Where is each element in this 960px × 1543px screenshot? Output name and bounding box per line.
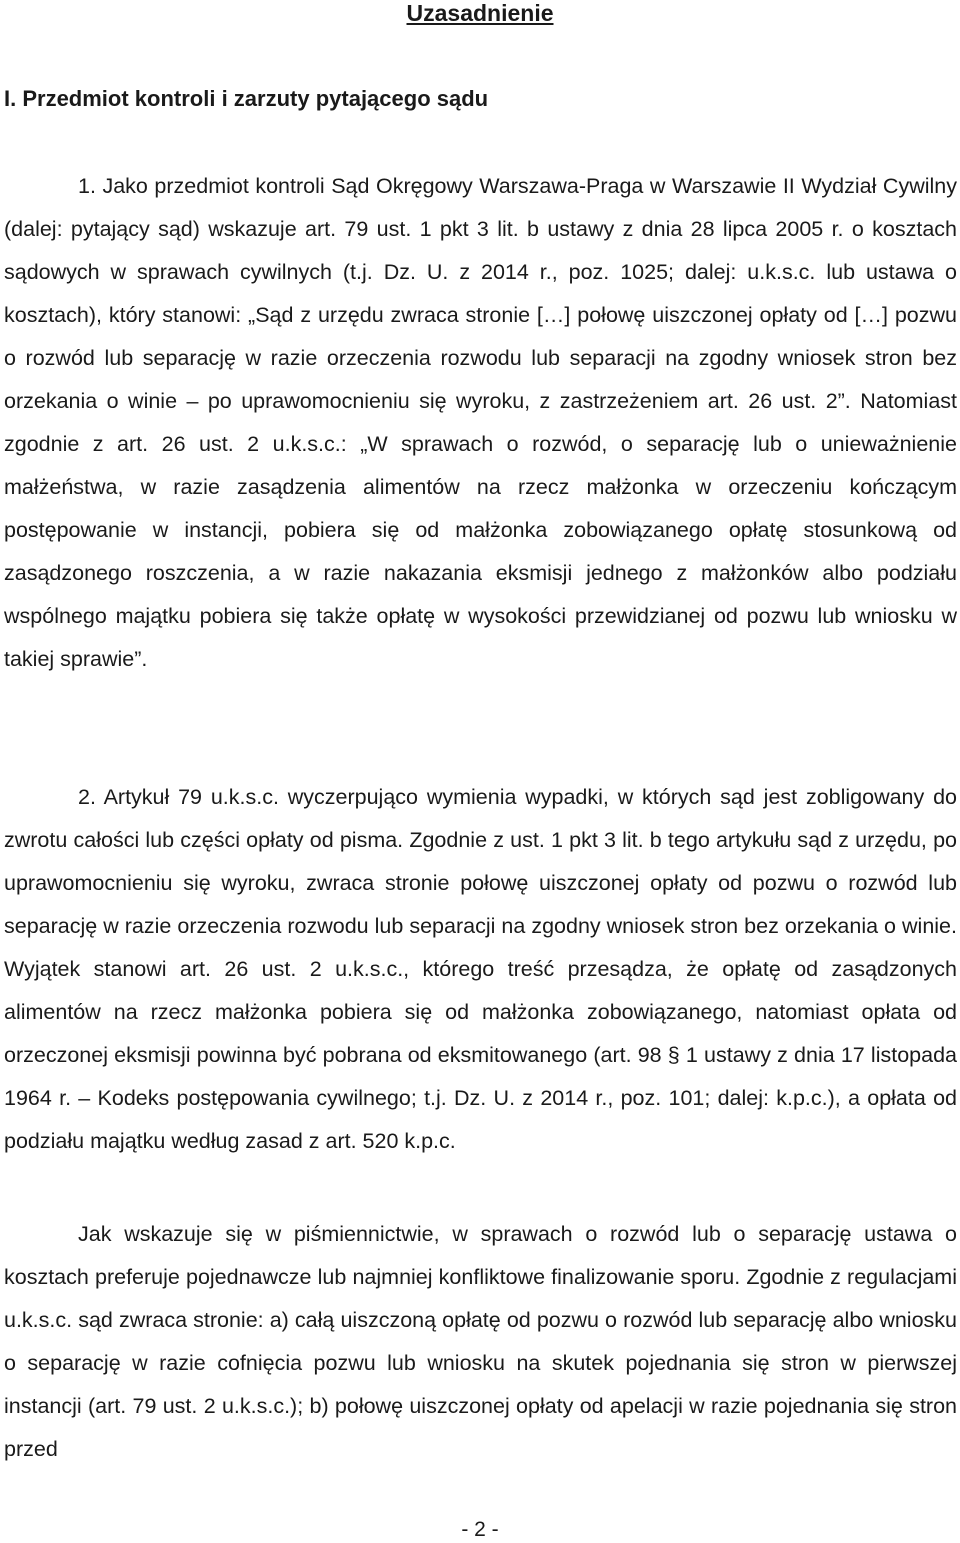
section-heading: I. Przedmiot kontroli i zarzuty pytającego sądu	[4, 86, 489, 111]
page-number: - 2 -	[461, 1518, 499, 1541]
paragraph-2: 2. Artykuł 79 u.k.s.c. wyczerpująco wymienia wypadki, w których sąd jest zobligowany do zwrotu całości lub części opłaty od pisma. Zgodnie z ust. 1 pkt 3 lit. b tego artykułu sąd z urzędu, po uprawomocnieniu się wyroku, zwraca stronie połowę uiszczonej opłaty od pozwu o rozwód lub separację w razie orzeczenia rozwodu lub separacji na zgodny wniosek stron bez orzekania o winie. Wyjątek stanowi art. 26 ust. 2 u.k.s.c., którego treść przesądza, że opłatę od zasądzonych alimentów na rzecz małżonka pobiera się od małżonka zobowiązanego, natomiast opłata od orzeczonej eksmisji powinna być pobrana od eksmitowanego (art. 98 § 1 ustawy z dnia 17 listopada 1964 r. – Kodeks postępowania cywilnego; t.j. Dz. U. z 2014 r., poz. 101; dalej: k.p.c.), a opłata od podziału majątku według zasad z art. 520 k.p.c.	[4, 785, 957, 1153]
document-title: Uzasadnienie	[406, 0, 554, 26]
paragraph-1: 1. Jako przedmiot kontroli Sąd Okręgowy Warszawa-Praga w Warszawie II Wydział Cywilny (dalej: pytający sąd) wskazuje art. 79 ust. 1 pkt 3 lit. b ustawy z dnia 28 lipca 2005 r. o kosztach sądowych w sprawach cywilnych (t.j. Dz. U. z 2014 r., poz. 1025; dalej: u.k.s.c. lub ustawa o kosztach), który stanowi: „Sąd z urzędu zwraca stronie […] połowę uiszczonej opłaty od […] pozwu o rozwód lub separację w razie orzeczenia rozwodu lub separacji na zgodny wniosek stron bez orzekania o winie – po uprawomocnieniu się wyroku, z zastrzeżeniem art. 26 ust. 2”. Natomiast zgodnie z art. 26 ust. 2 u.k.s.c.: „W sprawach o rozwód, o separację lub o unieważnienie małżeństwa, w razie zasądzenia alimentów na rzecz małżonka w orzeczeniu kończącym postępowanie w instancji, pobiera się od małżonka zobowiązanego opłatę stosunkową od zasądzonego roszczenia, a w razie nakazania eksmisji jednego z małżonków albo podziału wspólnego majątku pobiera się także opłatę w wysokości przewidzianej od pozwu lub wniosku w takiej sprawie”.	[4, 174, 957, 671]
paragraph-3: Jak wskazuje się w piśmiennictwie, w sprawach o rozwód lub o separację ustawa o kosztach preferuje pojednawcze lub najmniej konfliktowe finalizowanie sporu. Zgodnie z regulacjami u.k.s.c. sąd zwraca stronie: a) całą uiszczoną opłatę od pozwu o rozwód lub separację albo wniosku o separację w razie cofnięcia pozwu lub wniosku na skutek pojednania się stron w pierwszej instancji (art. 79 ust. 2 u.k.s.c.); b) połowę uiszczonej opłaty od apelacji w razie pojednania się stron przed	[4, 1222, 957, 1461]
